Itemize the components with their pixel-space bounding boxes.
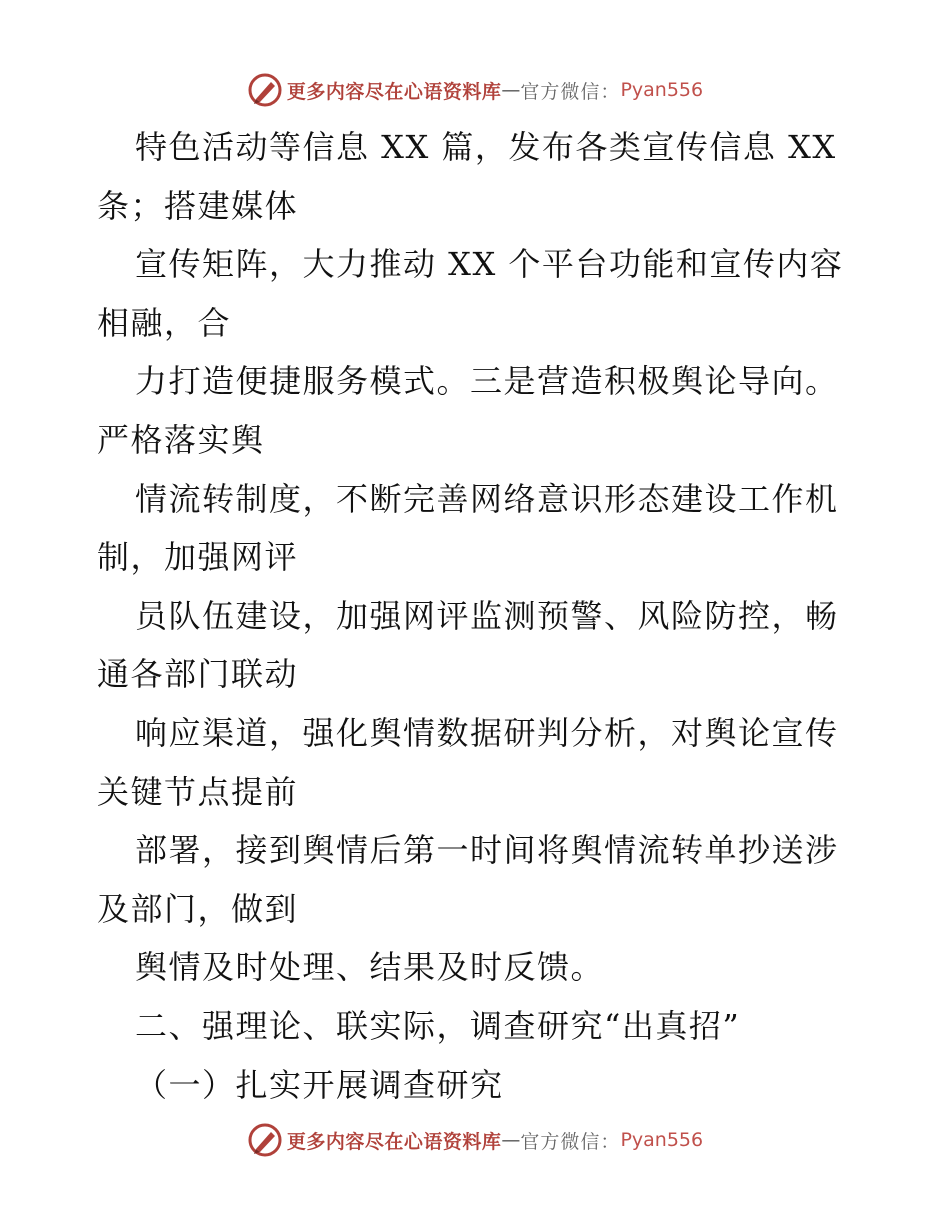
- text-line: （一）扎实开展调查研究: [135, 1065, 504, 1104]
- text-line: 及部门，做到: [97, 889, 299, 928]
- text-line: 严格落实舆: [97, 420, 265, 459]
- banner-wechat-id: Pyan556: [620, 1129, 704, 1151]
- text-line: 力打造便捷服务模式。三是营造积极舆论导向。: [135, 362, 839, 401]
- text-line: 关键节点提前: [97, 772, 299, 811]
- text-line: 相融，合: [97, 303, 232, 342]
- footer-watermark-banner: [0, 1120, 950, 1160]
- pen-logo-icon: [247, 72, 283, 108]
- text-line: 宣传矩阵，大力推动 XX 个平台功能和宣传内容: [135, 245, 844, 284]
- text-line: 制，加强网评: [97, 538, 299, 577]
- banner-main-text: 更多内容尽在心语资料库: [286, 80, 502, 103]
- banner-label-text: 官方微信：: [520, 80, 621, 103]
- text-line: 二、强理论、联实际，调查研究“出真招”: [135, 1006, 741, 1045]
- text-line: 部署，接到舆情后第一时间将舆情流转单抄送涉: [135, 831, 839, 870]
- banner-label-text: 官方微信：: [520, 1130, 621, 1153]
- header-watermark-banner: [0, 70, 950, 110]
- document-body: [97, 118, 857, 1114]
- banner-wechat-id: Pyan556: [620, 79, 704, 101]
- text-line: 条；搭建媒体: [97, 186, 299, 225]
- pen-logo-icon: [247, 1122, 283, 1158]
- text-line: 通各部门联动: [97, 655, 299, 694]
- text-line: 情流转制度，不断完善网络意识形态建设工作机: [135, 479, 839, 518]
- banner-main-text: 更多内容尽在心语资料库: [286, 1130, 502, 1153]
- text-line: 员队伍建设，加强网评监测预警、风险防控，畅: [135, 596, 839, 635]
- text-line: 特色活动等信息 XX 篇，发布各类宣传信息 XX: [135, 128, 837, 166]
- banner-dash: —: [501, 1129, 521, 1151]
- banner-dash: —: [501, 79, 521, 101]
- text-line: 响应渠道，强化舆情数据研判分析，对舆论宣传: [135, 713, 839, 752]
- text-line: 舆情及时处理、结果及时反馈。: [135, 948, 605, 987]
